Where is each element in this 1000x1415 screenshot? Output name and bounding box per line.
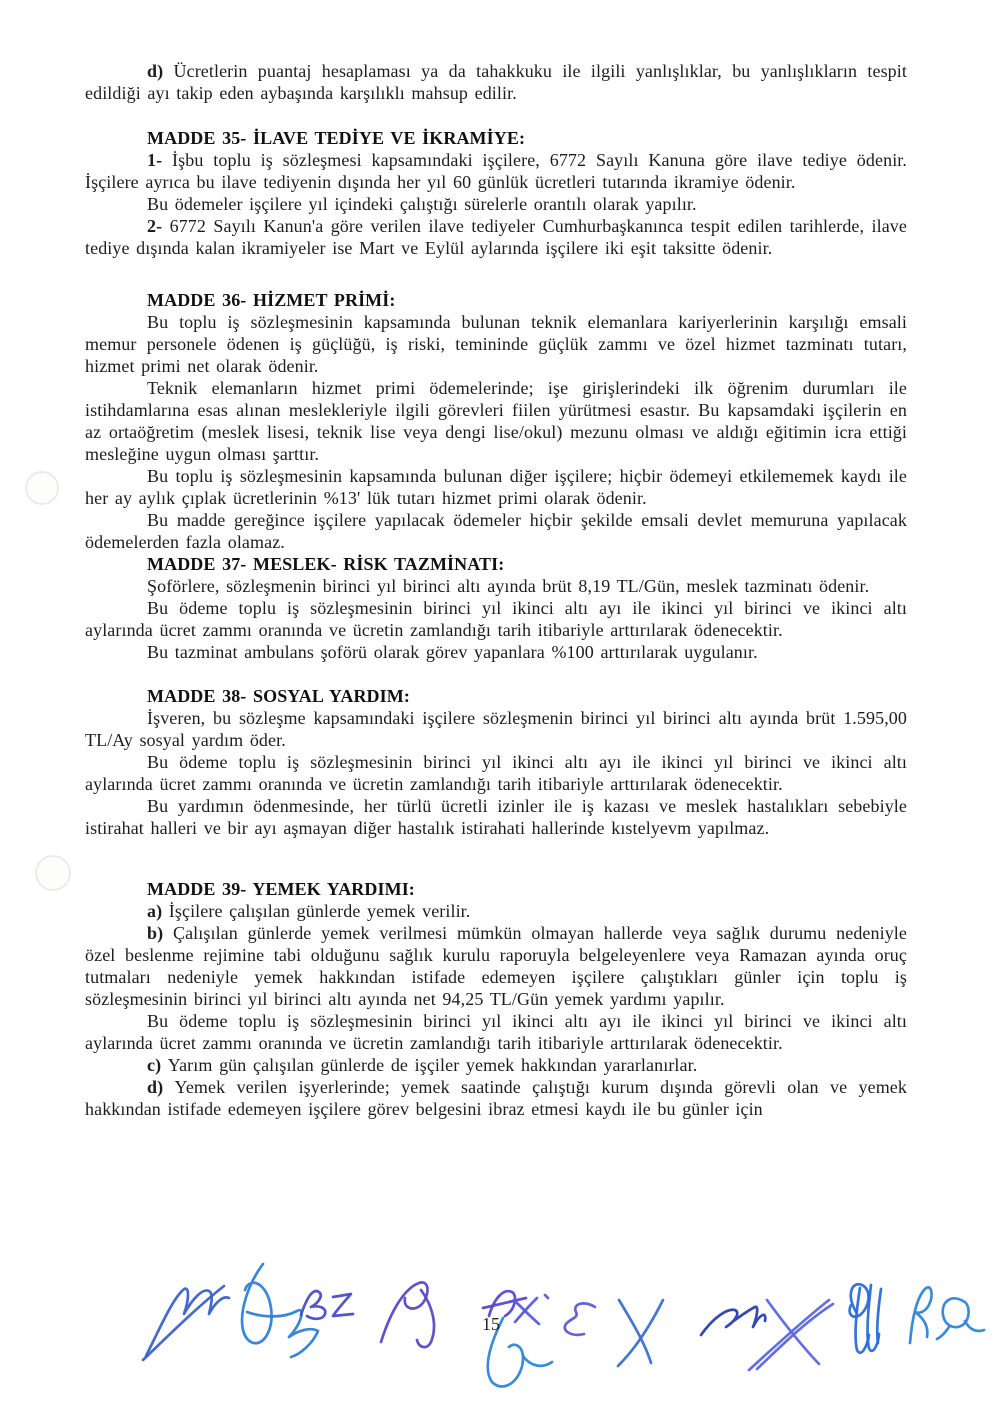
signature-mark-4 [381,1282,434,1347]
hole-punch-mark-top [25,471,59,505]
paragraph: Bu ödeme toplu iş sözleşmesinin birinci yıl ikinci altı ayı ile ikinci yıl birinci ve ikinci altı aylarında ücret zammı oranında ve ücretin zamlandığı tarih itibariyle arttırılarak ödenecektir. [85,1011,907,1053]
paragraph: Bu toplu iş sözleşmesinin kapsamında bulunan teknik elemanlara kariyerlerinin karşılığı emsali memur personele ödenen iş güçlüğü, iş riski, temininde güçlük zammı ve özel hizmet tazminatı tutarı, hizmet primi net olarak ödenir. [85,312,907,376]
page-number: 15 [482,1314,500,1334]
paragraph: 1- İşbu toplu iş sözleşmesi kapsamındaki işçilere, 6772 Sayılı Kanuna göre ilave tediye ödenir. İşçilere ayrıca bu ilave tediyenin dışında her yıl 60 günlük ücretleri tutarında ikramiye ödenir. [85,150,907,192]
paragraph: Teknik elemanların hizmet primi ödemelerinde; işe girişlerindeki ilk öğrenim durumları ile istihdamlarına esas alınan meslekleriyle ilgili görevleri fiilen yürütmesi esastır. Bu kapsamdaki işçilerin en az ortaöğretim (meslek lisesi, teknik lise veya dengi lise/okul) mezunu olması ve aldığı eğitimin icra ettiği mesleğine uygun olması şarttır. [85,378,907,464]
signature-mark-1 [143,1286,229,1360]
signature-mark-7 [565,1303,595,1334]
signature-mark-11 [850,1284,984,1352]
paragraph: Bu madde gereğince işçilere yapılacak ödemeler hiçbir şekilde emsali devlet memuruna yapılacak ödemelerden fazla olamaz. [85,510,907,552]
paragraph: Bu yardımın ödenmesinde, her türlü ücretli izinler ile iş kazası ve meslek hastalıkları sebebiyle istirahat halleri ve bir ayı aşmayan diğer hastalık istirahati hallerinde kıstelyevm yapılmaz. [85,796,907,838]
paragraph: d) Ücretlerin puantaj hesaplaması ya da tahakkuku ile ilgili yanlışlıklar, bu yanlışlıkların tespit edildiği ayı takip eden aybaşında karşılıklı mahsup edilir. [85,61,907,103]
paragraph: c) Yarım gün çalışılan günlerde de işçiler yemek hakkından yararlanırlar. [147,1055,698,1075]
article-heading: MADDE 38- SOSYAL YARDIM: [147,686,410,706]
paragraph: d) Yemek verilen işyerlerinde; yemek saatinde çalıştığı kurum dışında görevli olan ve yemek hakkından istifade edemeyen işçilere görev belgesini ibraz etmesi kaydı ile bu günler için [85,1077,907,1119]
hole-punch-mark-bottom [35,855,71,891]
paragraph: Bu ödeme toplu iş sözleşmesinin birinci yıl ikinci altı ayı ile ikinci yıl birinci ve ikinci altı aylarında ücret zammı oranında ve ücretin zamlandığı tarih itibariyle arttırılarak ödenecektir. [85,752,907,794]
article-heading: MADDE 37- MESLEK- RİSK TAZMİNATI: [147,554,505,574]
article-heading: MADDE 35- İLAVE TEDİYE VE İKRAMİYE: [147,128,526,148]
signature-mark-9 [701,1307,765,1335]
paragraph: 2- 6772 Sayılı Kanun'a göre verilen ilave tediyeler Cumhurbaşkanınca tespit edilen tarihlerde, ilave tediye dışında kalan ikramiyeler ise Mart ve Eylül aylarında işçilere iki eşit taksitte ödenir. [85,216,907,258]
signature-mark-5 [483,1291,552,1386]
signature-mark-3 [301,1291,353,1319]
signature-strip [0,1250,1000,1415]
signature-mark-2 [242,1264,318,1357]
paragraph: Bu tazminat ambulans şoförü olarak görev yapanlara %100 arttırılarak uygulanır. [147,642,758,662]
paragraph: Şoförlere, sözleşmenin birinci yıl birinci altı ayında brüt 8,19 TL/Gün, meslek tazminatı ödenir. [147,576,870,596]
signature-mark-10 [749,1300,833,1370]
paragraph: Bu ödemeler işçilere yıl içindeki çalıştığı sürelerle orantılı olarak yapılır. [147,194,697,214]
paragraph: Bu ödeme toplu iş sözleşmesinin birinci yıl ikinci altı ayı ile ikinci yıl birinci ve ikinci altı aylarında ücret zammı oranında ve ücretin zamlandığı tarih itibariyle arttırılarak ödenecektir. [85,598,907,640]
paragraph: a) İşçilere çalışılan günlerde yemek verilir. [147,901,471,921]
article-heading: MADDE 39- YEMEK YARDIMI: [147,879,415,899]
signature-mark-8 [618,1300,663,1366]
article-heading: MADDE 36- HİZMET PRİMİ: [147,290,396,310]
document-body [85,60,907,1120]
paragraph: İşveren, bu sözleşme kapsamındaki işçilere sözleşmenin birinci yıl birinci altı ayında brüt 1.595,00 TL/Ay sosyal yardım öder. [85,708,907,750]
paragraph: Bu toplu iş sözleşmesinin kapsamında bulunan diğer işçilere; hiçbir ödemeyi etkilememek kaydı ile her ay aylık çıplak ücretlerinin %13' lük tutarı hizmet primi olarak ödenir. [85,466,907,508]
paragraph: b) Çalışılan günlerde yemek verilmesi mümkün olmayan hallerde veya sağlık durumu nedeniyle özel beslenme rejimine tabi olduğunu sağlık kurulu raporuyla belgeleyenlere veya Ramazan ayında oruç tutmaları nedeniyle yemek hakkından istifade edemeyen işçilere çalıştıkları günler için toplu iş sözleşmesinin birinci yıl birinci altı ayında net 94,25 TL/Gün yemek yardımı yapılır. [85,923,908,1009]
